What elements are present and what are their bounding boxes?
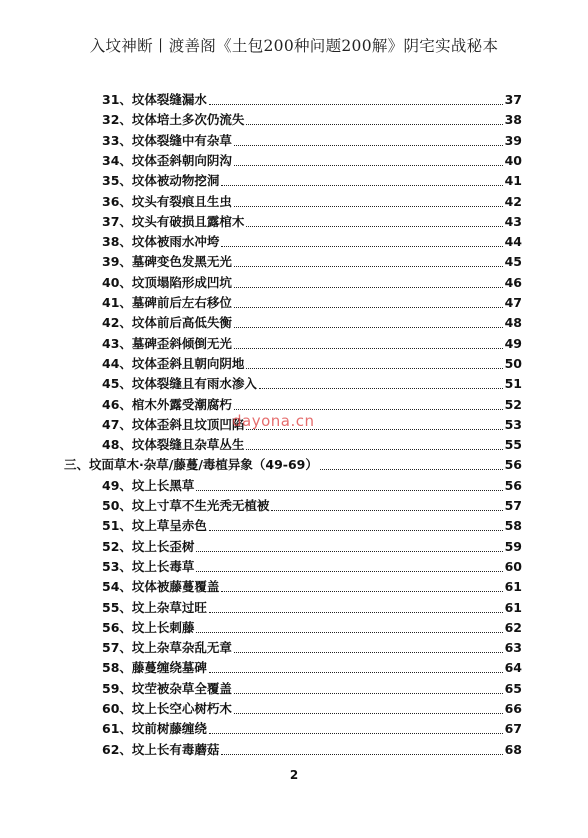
toc-entry-number: 59、: [102, 680, 132, 696]
toc-entry[interactable]: [102, 413, 522, 433]
toc-entry-page: 48: [504, 315, 522, 331]
toc-entry[interactable]: [102, 230, 522, 250]
toc-entry-page: 51: [504, 376, 522, 392]
toc-entry-page: 64: [504, 660, 522, 676]
toc-entry-title: 藤蔓缠绕墓碑: [131, 660, 207, 676]
toc-entry-number: 37、: [102, 213, 132, 229]
toc-entry-title: 坟头有破损且露棺木: [131, 213, 245, 229]
toc-entry-title: 坟茔被杂草全覆盖: [131, 680, 232, 696]
toc-entry-title: 坟上寸草不生光秃无植被: [131, 498, 270, 513]
toc-entry-page: 66: [504, 701, 522, 716]
toc-entry-title: 棺木外露受潮腐朽: [131, 396, 232, 412]
toc-entry-page: 57: [504, 498, 522, 513]
toc-entry-number: 60、: [102, 701, 132, 716]
toc-entry[interactable]: [102, 738, 522, 758]
toc-dot-leader: [196, 631, 502, 633]
toc-dot-leader: [221, 590, 502, 592]
toc-entry-number: 54、: [102, 579, 132, 595]
toc-entry-page: 63: [504, 640, 522, 656]
toc-entry[interactable]: [102, 352, 522, 372]
toc-entry-number: 43、: [102, 335, 132, 351]
toc-entry-number: 51、: [102, 518, 132, 534]
toc-entry-number: 53、: [102, 558, 132, 574]
toc-entry-title: 墓碑歪斜倾倒无光: [131, 335, 232, 351]
toc-entry-title: 坟体裂缝中有杂草: [131, 132, 232, 148]
toc-entry-page: 55: [504, 437, 522, 453]
toc-dot-leader: [234, 347, 503, 349]
toc-entry[interactable]: [102, 535, 522, 555]
toc-dot-leader: [209, 611, 503, 613]
toc-entry[interactable]: [102, 433, 522, 453]
toc-entry[interactable]: [102, 210, 522, 230]
toc-entry-number: 57、: [102, 640, 132, 656]
toc-entry[interactable]: [102, 88, 522, 108]
toc-dot-leader: [246, 123, 502, 125]
toc-entry-title: 坟体裂缝且有雨水渗入: [131, 376, 257, 392]
toc-entry-page: 50: [504, 355, 522, 371]
toc-dot-leader: [234, 286, 503, 288]
toc-entry-title: 坟体歪斜朝向阴沟: [131, 152, 232, 168]
toc-entry-title: 墓碑变色发黑无光: [131, 254, 232, 270]
toc-entry-title: 坟体裂缝且杂草丛生: [131, 437, 245, 453]
toc-entry-page: 38: [504, 112, 522, 128]
toc-entry[interactable]: [102, 372, 522, 392]
toc-entry-title: 坟体歪斜且坟顶凹陷: [131, 416, 245, 432]
toc-entry-number: 32、: [102, 112, 132, 128]
toc-dot-leader: [246, 428, 502, 430]
toc-entry-title: 坟体被动物挖洞: [131, 173, 220, 189]
toc-entry-number: 58、: [102, 660, 132, 676]
toc-entry[interactable]: [102, 129, 522, 149]
toc-entry[interactable]: [102, 291, 522, 311]
toc-entry-title: 坟上杂草杂乱无章: [131, 640, 232, 656]
toc-entry-title: 坟上长黑草: [131, 477, 195, 493]
toc-entry[interactable]: [102, 190, 522, 210]
toc-entry[interactable]: [102, 332, 522, 352]
toc-entry-title: 坟上长刺藤: [131, 619, 195, 635]
toc-entry-number: 40、: [102, 274, 132, 290]
toc-entry-number: 41、: [102, 295, 132, 310]
toc-entry-number: 62、: [102, 741, 132, 757]
toc-dot-leader: [246, 448, 502, 450]
toc-entry[interactable]: [102, 271, 522, 291]
toc-entry-page: 62: [504, 619, 522, 635]
toc-dot-leader: [246, 225, 502, 227]
toc-dot-leader: [221, 245, 502, 247]
toc-entry-page: 56: [504, 457, 522, 473]
toc-entry-page: 42: [504, 193, 522, 209]
toc-entry-page: 47: [504, 295, 522, 310]
toc-entry-title: 坟上长毒草: [131, 558, 195, 574]
toc-entry-title: 坟体裂缝漏水: [131, 92, 207, 107]
toc-entry[interactable]: [102, 108, 522, 128]
toc-entry-page: 58: [504, 518, 522, 534]
toc-dot-leader: [234, 326, 503, 328]
toc-entry-page: 56: [504, 477, 522, 493]
toc-entry-number: 39、: [102, 254, 132, 270]
toc-entry-page: 40: [504, 152, 522, 168]
toc-entry-number: 38、: [102, 234, 132, 250]
toc-entry-title: 坟体培土多次仍流失: [131, 112, 245, 128]
toc-entry[interactable]: [102, 149, 522, 169]
header-title: 入坟神断丨渡善阁《土包200种问题200解》阴宅实战秘本: [89, 37, 499, 55]
toc-entry-number: 36、: [102, 193, 132, 209]
page-header: [0, 34, 588, 56]
toc-entry-title: 坟头有裂痕且生虫: [131, 193, 232, 209]
toc-entry-page: 59: [504, 538, 522, 554]
toc-dot-leader: [234, 144, 503, 146]
toc-entry[interactable]: [102, 616, 522, 636]
toc-entry-page: 49: [504, 335, 522, 351]
toc-entry[interactable]: [102, 494, 522, 514]
toc-entry[interactable]: [102, 555, 522, 575]
toc-entry-page: 46: [504, 274, 522, 290]
toc-entry-number: 55、: [102, 599, 132, 615]
toc-entry-title: 坟前树藤缠绕: [131, 721, 207, 737]
toc-dot-leader: [234, 306, 503, 308]
toc-dot-leader: [209, 732, 503, 734]
toc-entry[interactable]: [102, 596, 522, 616]
toc-entry-number: 48、: [102, 437, 132, 453]
toc-entry-title: 坟体被藤蔓覆盖: [131, 579, 220, 595]
toc-entry[interactable]: [102, 656, 522, 676]
toc-entry-number: 42、: [102, 315, 132, 331]
toc-entry-number: 三、: [64, 457, 90, 473]
toc-dot-leader: [221, 753, 502, 755]
toc-entry[interactable]: [102, 169, 522, 189]
toc-entry[interactable]: [102, 717, 522, 737]
toc-dot-leader: [234, 408, 503, 410]
toc-entry[interactable]: [102, 636, 522, 656]
toc-entry-page: 41: [504, 173, 522, 189]
toc-entry-title: 坟顶塌陷形成凹坑: [131, 274, 232, 290]
toc-entry-page: 68: [504, 741, 522, 757]
toc-section-heading[interactable]: [64, 453, 522, 473]
toc-entry-page: 61: [504, 579, 522, 595]
toc-entry-number: 52、: [102, 538, 132, 554]
toc-dot-leader: [320, 468, 503, 470]
toc-dot-leader: [234, 712, 503, 714]
toc-entry-title: 墓碑前后左右移位: [131, 295, 232, 310]
toc-entry-title: 坟上长有毒蘑菇: [131, 741, 220, 757]
toc-entry-number: 46、: [102, 396, 132, 412]
toc-entry-title: 坟上长歪树: [131, 538, 195, 554]
toc-entry[interactable]: [102, 474, 522, 494]
toc-dot-leader: [234, 651, 503, 653]
toc-dot-leader: [246, 367, 502, 369]
toc-dot-leader: [271, 509, 502, 511]
toc-entry[interactable]: [102, 697, 522, 717]
toc-entry-page: 37: [504, 92, 522, 107]
toc-entry-page: 61: [504, 599, 522, 615]
toc-entry-number: 50、: [102, 498, 132, 513]
watermark: dayona.cn: [232, 412, 315, 430]
toc-entry-page: 65: [504, 680, 522, 696]
toc-entry-title: 坟体被雨水冲垮: [131, 234, 220, 250]
toc-entry-title: 坟体前后高低失衡: [131, 315, 232, 331]
toc-entry-title: 坟上长空心树朽木: [131, 701, 232, 716]
toc-dot-leader: [234, 164, 503, 166]
toc-entry-title: 坟面草木·杂草/藤蔓/毒植异象（49-69）: [89, 457, 318, 473]
toc-entry-title: 坟上草呈赤色: [131, 518, 207, 534]
toc-entry-page: 53: [504, 416, 522, 432]
toc-entry-number: 34、: [102, 152, 132, 168]
toc-entry-page: 44: [504, 234, 522, 250]
toc-dot-leader: [234, 692, 503, 694]
toc-entry-page: 39: [504, 132, 522, 148]
toc-entry-number: 56、: [102, 619, 132, 635]
toc-entry[interactable]: [102, 250, 522, 270]
toc-entry-page: 45: [504, 254, 522, 270]
toc-entry-number: 49、: [102, 477, 132, 493]
toc-entry-number: 61、: [102, 721, 132, 737]
toc-dot-leader: [196, 550, 502, 552]
toc-entry[interactable]: [102, 393, 522, 413]
toc-dot-leader: [209, 671, 503, 673]
toc-entry-number: 44、: [102, 355, 132, 371]
toc-entry-number: 31、: [102, 92, 132, 107]
toc-entry-title: 坟体歪斜且朝向阴地: [131, 355, 245, 371]
toc-entry[interactable]: [102, 514, 522, 534]
toc-entry-number: 33、: [102, 132, 132, 148]
toc-entry-title: 坟上杂草过旺: [131, 599, 207, 615]
toc-dot-leader: [259, 387, 503, 389]
toc-entry-page: 43: [504, 213, 522, 229]
toc-entry[interactable]: [102, 311, 522, 331]
toc-dot-leader: [234, 265, 503, 267]
toc-entry[interactable]: [102, 575, 522, 595]
toc-entry-number: 47、: [102, 416, 132, 432]
toc-dot-leader: [196, 570, 502, 572]
toc-entry-number: 35、: [102, 173, 132, 189]
toc-entry-number: 45、: [102, 376, 132, 392]
toc-dot-leader: [209, 529, 503, 531]
page-number: 2: [289, 768, 299, 782]
toc-entry-page: 60: [504, 558, 522, 574]
toc-entry-page: 52: [504, 396, 522, 412]
toc-dot-leader: [209, 103, 503, 105]
toc-entry-page: 67: [504, 721, 522, 737]
toc-dot-leader: [221, 184, 502, 186]
toc-dot-leader: [196, 489, 502, 491]
toc-entry[interactable]: [102, 677, 522, 697]
toc-dot-leader: [234, 205, 503, 207]
